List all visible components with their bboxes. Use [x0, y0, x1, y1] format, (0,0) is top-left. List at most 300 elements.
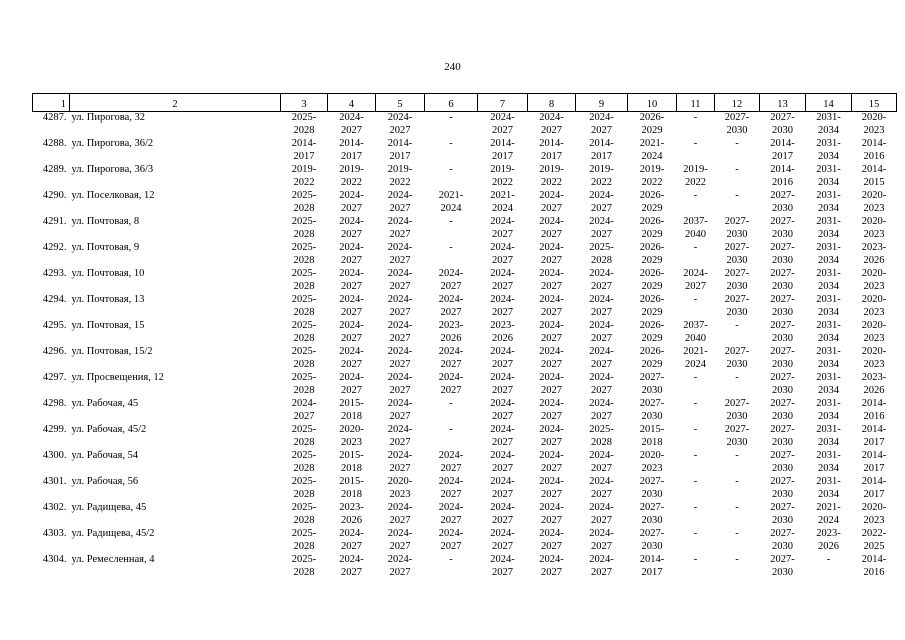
year-range-cell — [628, 554, 677, 580]
year-range-cell — [281, 164, 328, 190]
row-number: 4295. — [42, 320, 67, 331]
year-value: 2024- — [438, 294, 464, 305]
year-value: 2024- — [539, 268, 564, 279]
year-range-cell — [376, 398, 425, 424]
year-range-cell — [760, 346, 806, 372]
year-value: 2014- — [861, 554, 887, 565]
year-range-cell — [806, 398, 852, 424]
year-range-cell — [425, 450, 478, 476]
year-range-cell — [715, 476, 760, 502]
year-value: 2031- — [816, 398, 841, 409]
year-range-cell — [328, 554, 376, 580]
year-value: 2024- — [438, 476, 464, 487]
address-cell: ул. Почтовая, 15/2 — [71, 346, 153, 357]
year-value: 2024- — [339, 190, 364, 201]
year-range-cell — [328, 138, 376, 164]
year-value: 2020- — [861, 320, 887, 331]
year-value: 2027- — [724, 216, 750, 227]
year-range-cell — [677, 190, 715, 216]
year-value: 2024- — [589, 216, 614, 227]
year-range-cell — [760, 190, 806, 216]
year-value: 2024- — [539, 294, 564, 305]
year-value: 2020- — [861, 294, 887, 305]
year-value: 2020- — [861, 190, 887, 201]
year-value: 2024- — [589, 450, 614, 461]
year-range-cell — [760, 294, 806, 320]
table-row — [33, 216, 897, 242]
year-value: 2030 — [726, 306, 748, 318]
year-value: 2027 — [591, 410, 612, 422]
year-value: 2027 — [591, 462, 612, 474]
year-value: 2027 — [591, 514, 612, 526]
year-value: 2028 — [293, 358, 315, 370]
year-value: 2017 — [492, 150, 513, 162]
year-value: 2027 — [492, 462, 513, 474]
year-value: 2031- — [816, 268, 841, 279]
address-cell: ул. Просвещения, 12 — [71, 372, 164, 383]
year-value: 2025- — [589, 424, 614, 435]
year-value: 2027 — [541, 254, 562, 266]
year-value: 2024 — [440, 202, 462, 214]
year-value: 2019- — [490, 164, 515, 175]
year-value: 2030 — [772, 514, 793, 526]
year-range-cell — [677, 164, 715, 190]
year-value: 2024- — [539, 450, 564, 461]
year-value: 2024- — [539, 476, 564, 487]
year-value: 2024- — [387, 294, 413, 305]
year-value: 2014- — [291, 138, 317, 149]
year-range-cell — [528, 294, 576, 320]
year-value: 2027 — [341, 280, 362, 292]
year-range-cell — [715, 294, 760, 320]
row-number: 4291. — [42, 216, 67, 227]
year-value: 2014- — [639, 554, 665, 565]
year-value: - — [735, 476, 739, 487]
row-number: 4300. — [42, 450, 67, 461]
year-range-cell — [376, 476, 425, 502]
year-value: 2034 — [818, 358, 839, 370]
year-value: 2026- — [639, 346, 665, 357]
year-value: - — [693, 372, 698, 383]
year-value: - — [693, 138, 698, 149]
year-value: 2027 — [541, 410, 562, 422]
year-value: 2027 — [389, 254, 411, 266]
year-range-cell — [576, 502, 628, 528]
year-range-cell — [852, 164, 897, 190]
address-cell: ул. Почтовая, 8 — [71, 216, 140, 227]
year-value: 2027 — [389, 280, 411, 292]
year-value: 2026 — [863, 254, 885, 266]
year-range-cell — [677, 372, 715, 398]
year-range-cell — [852, 372, 897, 398]
year-range-cell — [677, 138, 715, 164]
year-range-cell — [628, 190, 677, 216]
year-value: 2021- — [683, 346, 708, 357]
table-row — [33, 476, 897, 502]
year-value: 2027 — [492, 254, 513, 266]
year-value: 2027 — [492, 410, 513, 422]
year-range-cell — [281, 320, 328, 346]
year-value: 2027- — [724, 112, 750, 123]
year-range-cell — [715, 528, 760, 554]
year-value: 2026- — [639, 112, 665, 123]
year-value: 2023 — [641, 462, 663, 474]
column-header: 13 — [760, 94, 806, 112]
year-range-cell — [376, 554, 425, 580]
year-value: 2027 — [591, 384, 612, 396]
year-value: 2025 — [863, 540, 885, 552]
year-range-cell — [760, 216, 806, 242]
year-range-cell — [806, 554, 852, 580]
year-value: 2024- — [589, 346, 614, 357]
year-value: - — [449, 216, 453, 227]
year-value: 2016 — [863, 566, 885, 578]
year-range-cell — [376, 164, 425, 190]
year-range-cell — [328, 450, 376, 476]
year-value: 2027- — [639, 398, 665, 409]
year-value: 2014- — [861, 164, 887, 175]
year-value: 2027 — [389, 228, 411, 240]
year-value: 2027- — [724, 346, 750, 357]
year-value: 2025- — [291, 112, 317, 123]
year-value: 2024- — [490, 268, 515, 279]
year-value: 2021- — [639, 138, 665, 149]
year-value: 2017 — [591, 150, 612, 162]
year-value: 2030 — [726, 124, 748, 136]
year-range-cell — [478, 216, 528, 242]
year-value: - — [449, 242, 453, 253]
year-range-cell — [852, 476, 897, 502]
year-value: 2024- — [490, 242, 515, 253]
page-number: 240 — [444, 61, 461, 73]
table-row — [33, 372, 897, 398]
year-value: 2031- — [816, 138, 841, 149]
year-value: 2027 — [492, 124, 513, 136]
table-row — [33, 164, 897, 190]
year-value: 2014- — [770, 138, 795, 149]
year-range-cell — [628, 502, 677, 528]
year-value: 2027 — [440, 358, 462, 370]
year-range-cell — [806, 242, 852, 268]
year-value: 2027 — [341, 358, 362, 370]
year-range-cell — [281, 346, 328, 372]
year-value: - — [693, 190, 698, 201]
table-row — [33, 398, 897, 424]
year-range-cell — [376, 216, 425, 242]
row-number: 4290. — [42, 190, 67, 201]
year-range-cell — [425, 268, 478, 294]
year-value: 2014- — [861, 398, 887, 409]
year-value: 2034 — [818, 124, 839, 136]
table-row — [33, 112, 897, 139]
year-value: 2018 — [641, 436, 663, 448]
year-value: 2023- — [861, 372, 887, 383]
year-range-cell — [628, 164, 677, 190]
year-range-cell — [715, 242, 760, 268]
year-range-cell — [528, 216, 576, 242]
year-value: 2017 — [541, 150, 562, 162]
year-range-cell — [677, 346, 715, 372]
year-value: 2030 — [772, 202, 793, 214]
year-range-cell — [576, 554, 628, 580]
year-range-cell — [677, 294, 715, 320]
year-range-cell — [760, 138, 806, 164]
year-value: 2031- — [816, 476, 841, 487]
year-value: 2024- — [539, 502, 564, 513]
year-range-cell — [677, 450, 715, 476]
year-range-cell — [852, 112, 897, 139]
year-value: 2027 — [389, 332, 411, 344]
year-value: 2027 — [440, 540, 462, 552]
year-range-cell — [760, 112, 806, 139]
year-value: 2027 — [591, 332, 612, 344]
year-value: - — [735, 372, 739, 383]
year-value: 2027 — [440, 514, 462, 526]
year-value: 2028 — [293, 462, 315, 474]
year-value: 2024- — [589, 398, 614, 409]
year-range-cell — [576, 450, 628, 476]
table-row — [33, 424, 897, 450]
year-value: 2024- — [490, 294, 515, 305]
year-value: 2026 — [341, 514, 362, 526]
year-value: 2023- — [861, 242, 887, 253]
address-cell: ул. Пирогова, 32 — [71, 112, 146, 123]
year-value: 2027 — [341, 332, 362, 344]
year-range-cell — [528, 164, 576, 190]
year-value: 2027 — [341, 306, 362, 318]
year-value: 2014- — [770, 164, 795, 175]
year-value: 2027 — [492, 384, 513, 396]
year-value: 2025- — [291, 424, 317, 435]
year-value: 2024- — [539, 320, 564, 331]
year-value: 2026- — [639, 294, 665, 305]
year-value: 2024- — [539, 216, 564, 227]
year-range-cell — [760, 450, 806, 476]
year-value: 2027- — [724, 242, 750, 253]
year-value: 2027- — [770, 398, 795, 409]
year-range-cell — [715, 138, 760, 164]
year-range-cell — [425, 294, 478, 320]
year-value: 2030 — [772, 124, 793, 136]
year-range-cell — [760, 242, 806, 268]
year-value: 2024- — [387, 216, 413, 227]
year-value: 2040 — [685, 228, 706, 240]
year-value: 2027- — [770, 450, 795, 461]
year-value: - — [735, 164, 739, 175]
year-value: 2030 — [772, 332, 793, 344]
year-value: 2027 — [492, 306, 513, 318]
year-range-cell — [425, 372, 478, 398]
year-range-cell — [715, 372, 760, 398]
year-value: 2028 — [293, 514, 315, 526]
year-value: 2024- — [339, 528, 364, 539]
year-range-cell — [281, 190, 328, 216]
year-value: 2027 — [591, 124, 612, 136]
year-value: 2023 — [863, 280, 885, 292]
address-cell: ул. Почтовая, 9 — [71, 242, 140, 253]
year-range-cell — [478, 450, 528, 476]
year-value: 2028 — [293, 124, 315, 136]
year-value: 2027 — [341, 540, 362, 552]
year-value: 2021- — [490, 190, 515, 201]
year-value: 2025- — [589, 242, 614, 253]
year-range-cell — [478, 502, 528, 528]
year-value: 2029 — [641, 228, 663, 240]
year-value: 2023 — [863, 202, 885, 214]
year-value: 2014- — [861, 450, 887, 461]
year-range-cell — [478, 528, 528, 554]
year-value: 2034 — [818, 202, 839, 214]
year-value: 2014- — [589, 138, 614, 149]
year-range-cell — [376, 268, 425, 294]
year-value: 2029 — [641, 358, 663, 370]
year-value: 2029 — [641, 254, 663, 266]
row-number: 4288. — [42, 138, 67, 149]
year-range-cell — [478, 398, 528, 424]
year-value: 2024- — [539, 554, 564, 565]
year-value: 2027- — [724, 268, 750, 279]
year-value: 2023 — [863, 306, 885, 318]
year-value: 2027- — [770, 268, 795, 279]
year-range-cell — [852, 450, 897, 476]
year-value: 2024- — [539, 242, 564, 253]
year-value: 2034 — [818, 488, 839, 500]
year-value: 2024- — [387, 424, 413, 435]
year-value: 2028 — [293, 228, 315, 240]
year-value: 2030 — [772, 254, 793, 266]
year-value: 2027- — [770, 190, 795, 201]
year-value: 2031- — [816, 164, 841, 175]
address-cell: ул. Почтовая, 13 — [71, 294, 145, 305]
year-range-cell — [328, 372, 376, 398]
year-range-cell — [376, 320, 425, 346]
year-value: 2027- — [770, 554, 795, 565]
year-value: 2024 — [685, 358, 706, 370]
year-value: 2024- — [589, 476, 614, 487]
year-range-cell — [677, 242, 715, 268]
year-value: 2024- — [339, 242, 364, 253]
table-row — [33, 320, 897, 346]
year-value: 2027 — [541, 332, 562, 344]
year-range-cell — [628, 294, 677, 320]
address-cell: ул. Ремесленная, 4 — [71, 554, 155, 565]
year-value: 2034 — [818, 384, 839, 396]
year-value: 2027- — [770, 372, 795, 383]
year-value: 2030 — [641, 514, 663, 526]
year-range-cell — [806, 268, 852, 294]
year-range-cell — [715, 190, 760, 216]
year-value: 2034 — [818, 306, 839, 318]
year-value: 2027 — [389, 514, 411, 526]
column-header: 2 — [70, 94, 281, 112]
year-range-cell — [806, 528, 852, 554]
year-value: 2024- — [589, 372, 614, 383]
address-cell: ул. Рабочая, 45/2 — [71, 424, 147, 435]
year-range-cell — [478, 320, 528, 346]
year-value: 2027 — [541, 488, 562, 500]
year-range-cell — [576, 268, 628, 294]
year-range-cell — [715, 398, 760, 424]
year-range-cell — [576, 294, 628, 320]
year-value: 2028 — [293, 202, 315, 214]
year-value: 2024- — [339, 346, 364, 357]
year-value: - — [735, 190, 739, 201]
year-value: - — [693, 424, 698, 435]
year-value: 2027 — [591, 566, 612, 578]
year-value: 2025- — [291, 528, 317, 539]
year-value: 2017 — [389, 150, 411, 162]
column-header: 8 — [528, 94, 576, 112]
year-value: 2029 — [641, 306, 663, 318]
column-header: 4 — [328, 94, 376, 112]
year-value: 2028 — [293, 280, 315, 292]
year-range-cell — [576, 164, 628, 190]
year-value: 2028 — [591, 436, 612, 448]
year-range-cell — [425, 398, 478, 424]
header-row — [33, 94, 897, 112]
address-cell: ул. Почтовая, 15 — [71, 320, 145, 331]
year-range-cell — [528, 502, 576, 528]
year-value: 2027- — [770, 528, 795, 539]
column-header: 6 — [425, 94, 478, 112]
year-range-cell — [376, 138, 425, 164]
year-range-cell — [528, 424, 576, 450]
year-range-cell — [576, 216, 628, 242]
year-value: 2030 — [641, 384, 663, 396]
year-value: 2030 — [726, 228, 748, 240]
year-value: 2024- — [438, 346, 464, 357]
year-value: 2022 — [541, 176, 562, 188]
year-value: 2030 — [726, 358, 748, 370]
year-range-cell — [806, 216, 852, 242]
year-value: 2024- — [438, 372, 464, 383]
year-range-cell — [478, 372, 528, 398]
year-value: 2024- — [589, 528, 614, 539]
address-cell: ул. Поселковая, 12 — [71, 190, 155, 201]
year-value: 2014- — [861, 424, 887, 435]
year-value: 2022 — [341, 176, 362, 188]
year-value: 2024- — [490, 476, 515, 487]
year-value: - — [449, 398, 453, 409]
year-value: 2025- — [291, 502, 317, 513]
year-value: 2031- — [816, 190, 841, 201]
year-range-cell — [281, 424, 328, 450]
year-value: 2027 — [541, 436, 562, 448]
year-range-cell — [576, 320, 628, 346]
year-value: 2024- — [387, 320, 413, 331]
year-value: 2026- — [639, 190, 665, 201]
year-range-cell — [760, 476, 806, 502]
year-value: 2027 — [492, 280, 513, 292]
year-value: 2027 — [341, 124, 362, 136]
year-range-cell — [852, 138, 897, 164]
year-value: 2027- — [639, 476, 665, 487]
year-value: 2027 — [541, 566, 562, 578]
year-value: 2027- — [770, 320, 795, 331]
year-value: 2014- — [490, 138, 515, 149]
year-value: 2024- — [438, 502, 464, 513]
year-value: 2015- — [339, 450, 364, 461]
year-range-cell — [852, 320, 897, 346]
table-row — [33, 346, 897, 372]
year-value: 2029 — [641, 202, 663, 214]
year-value: 2030 — [772, 384, 793, 396]
year-range-cell — [852, 398, 897, 424]
year-value: 2027 — [541, 228, 562, 240]
year-value: 2037- — [683, 320, 708, 331]
year-range-cell — [328, 398, 376, 424]
year-value: 2030 — [772, 566, 793, 578]
